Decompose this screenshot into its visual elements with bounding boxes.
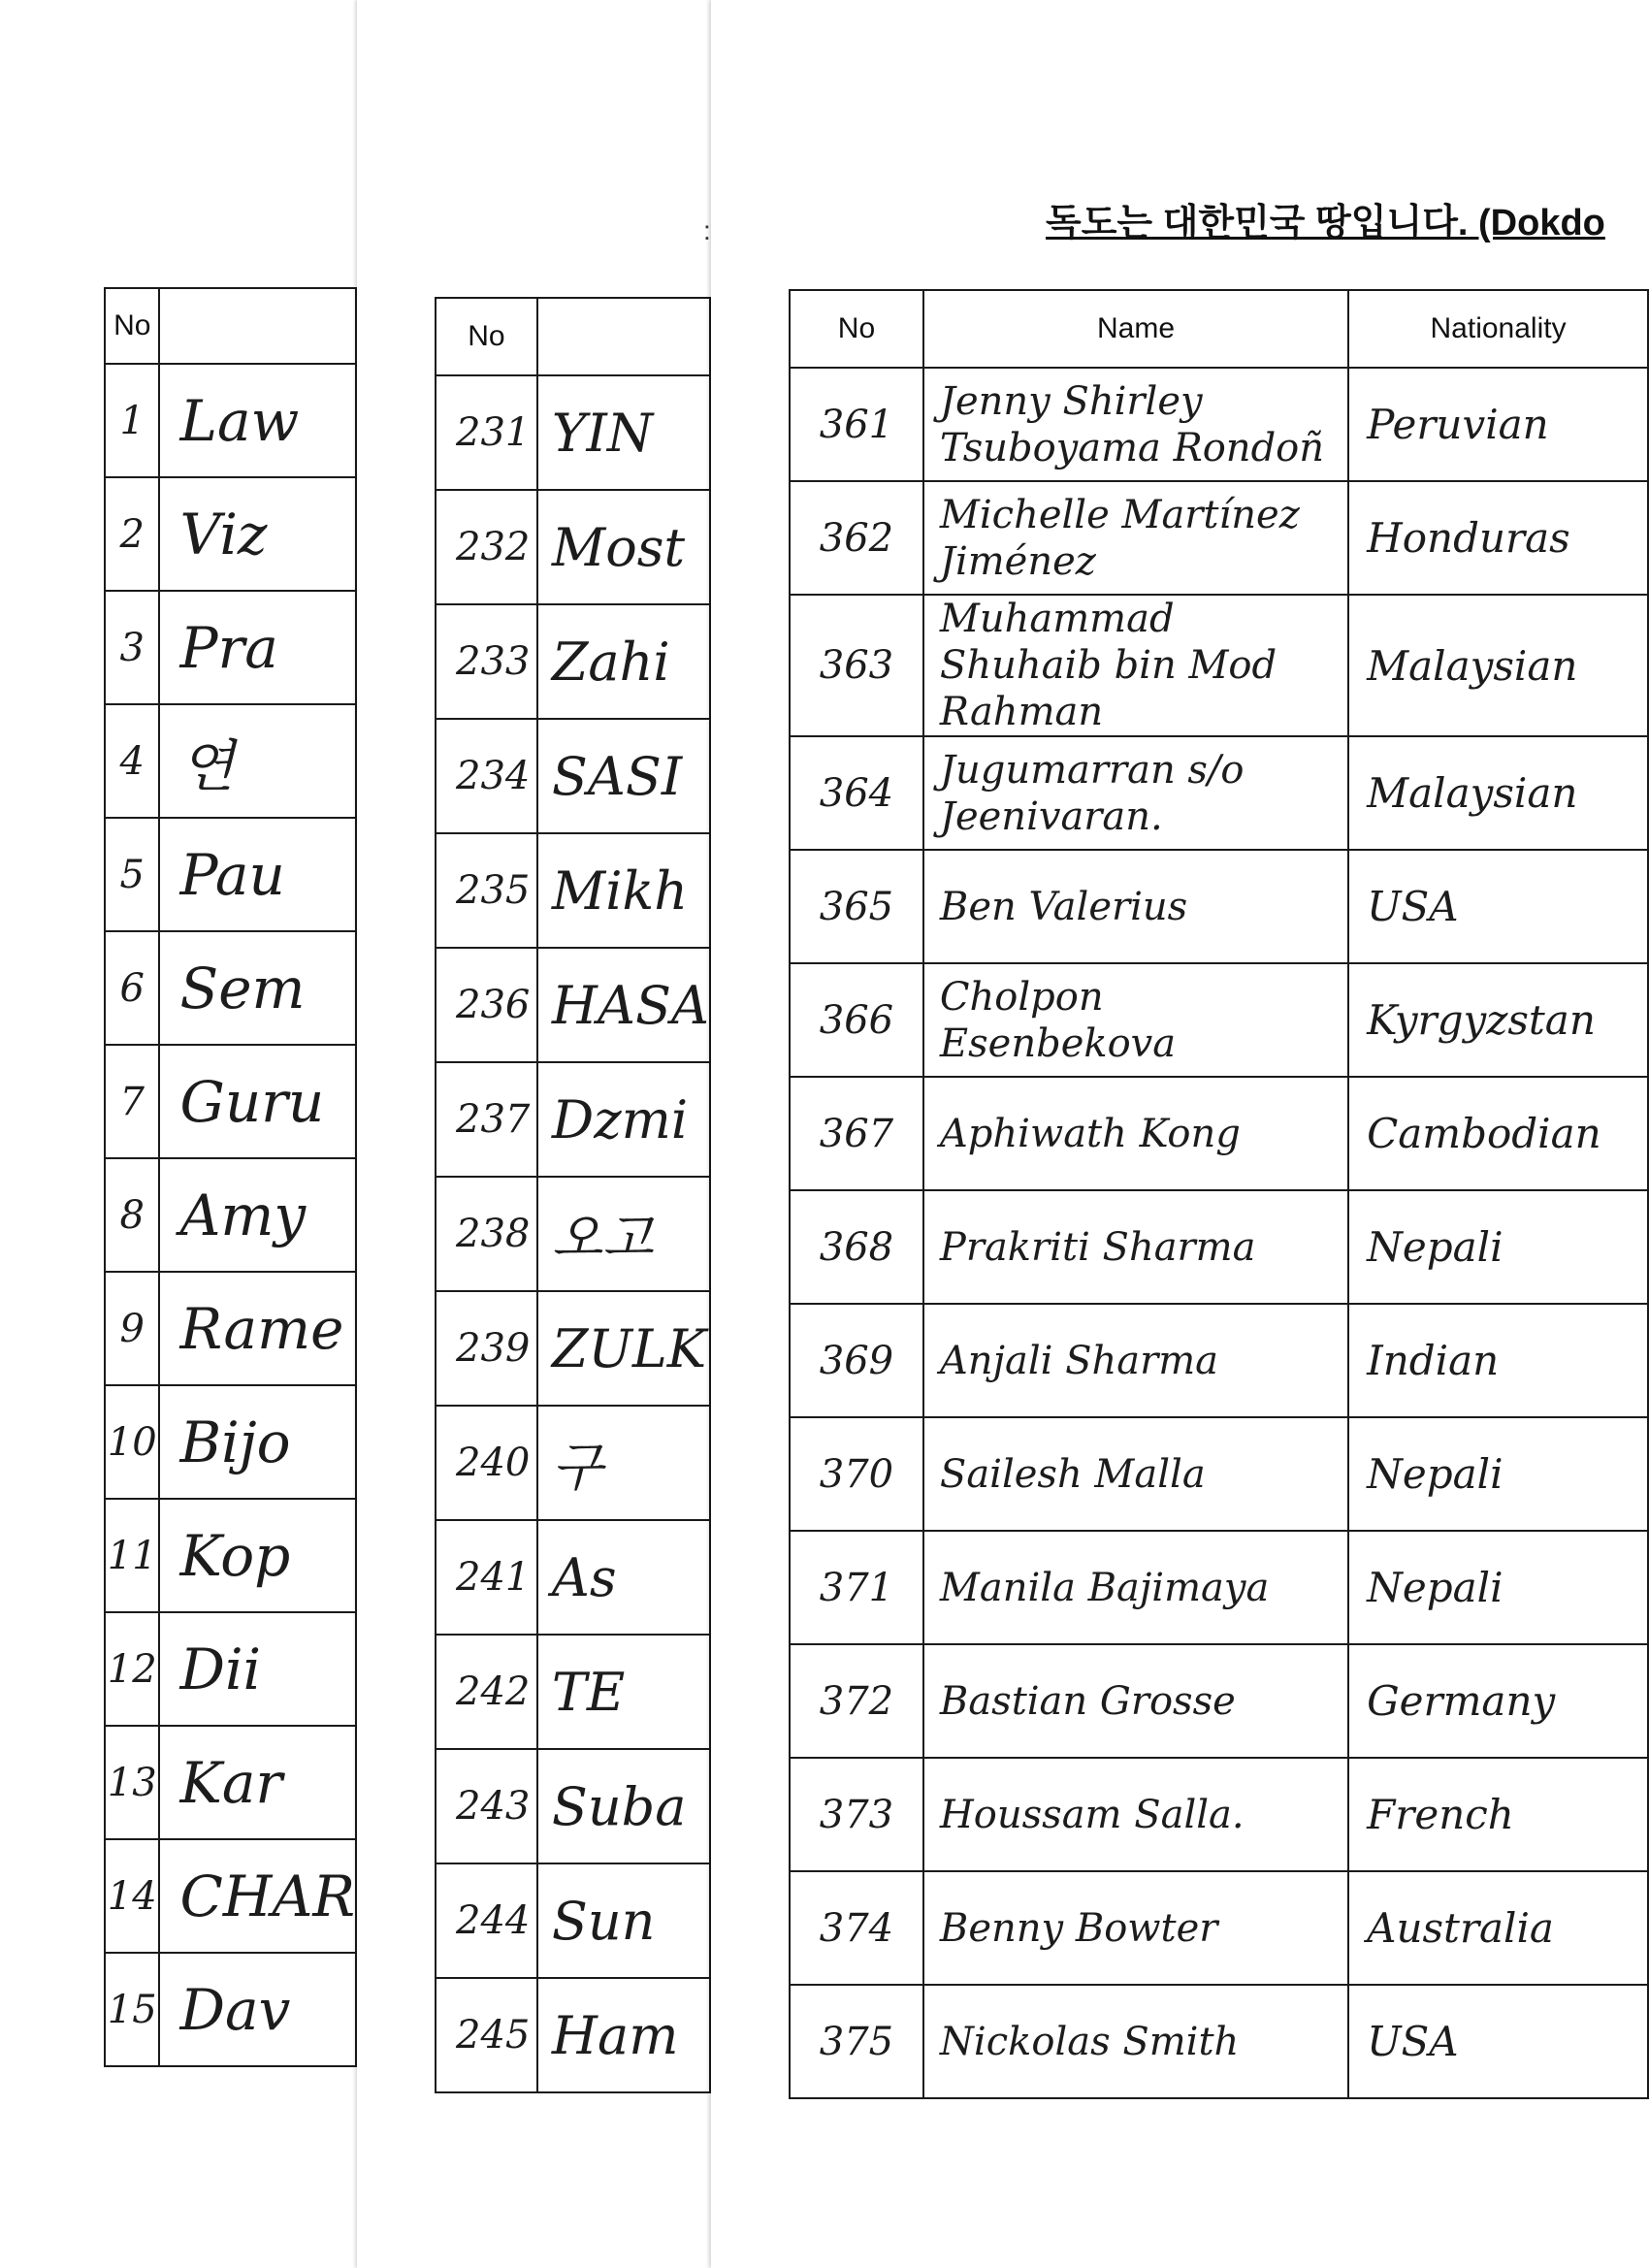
page-title: 독도는 대한민국 땅입니다. (Dokdo [1046, 203, 1605, 243]
table-row [436, 1177, 710, 1291]
handwritten-name: Aphiwath Kong [923, 1077, 1348, 1190]
table-row [436, 833, 710, 948]
handwritten-name: Ham [537, 1978, 710, 2092]
row-number: 362 [790, 481, 923, 595]
handwritten-name: YIN [537, 375, 710, 490]
row-number: 4 [105, 704, 159, 818]
handwritten-name: Nickolas Smith [923, 1985, 1348, 2098]
handwritten-name: As [537, 1520, 710, 1635]
signature-table-left [104, 287, 357, 2067]
handwritten-name: Sailesh Malla [923, 1417, 1348, 1531]
row-number: 365 [790, 850, 923, 963]
stray-mark: : [703, 215, 711, 245]
row-number: 375 [790, 1985, 923, 2098]
handwritten-nationality: Australia [1348, 1871, 1648, 1985]
header-name-cropped [537, 298, 710, 375]
table-row [790, 595, 1648, 736]
table-row [436, 490, 710, 604]
row-number: 2 [105, 477, 159, 591]
handwritten-name: Sem [159, 931, 356, 1045]
handwritten-name: Pau [159, 818, 356, 931]
handwritten-name: Benny Bowter [923, 1871, 1348, 1985]
table-row [790, 1985, 1648, 2098]
handwritten-name: CHAR [159, 1839, 356, 1953]
handwritten-name: Manila Bajimaya [923, 1531, 1348, 1644]
header-name-cropped [159, 288, 356, 364]
handwritten-name: Prakriti Sharma [923, 1190, 1348, 1304]
handwritten-name: Jugumarran s/o Jeenivaran. [923, 736, 1348, 850]
handwritten-name: SASI [537, 719, 710, 833]
table-row [105, 931, 356, 1045]
handwritten-name: Jenny Shirley Tsuboyama Rondoñ [923, 368, 1348, 481]
table-row [436, 1635, 710, 1749]
table-row [436, 1062, 710, 1177]
table-row [436, 948, 710, 1062]
handwritten-name: Anjali Sharma [923, 1304, 1348, 1417]
row-number: 233 [436, 604, 537, 719]
handwritten-name: Viz [159, 477, 356, 591]
row-number: 6 [105, 931, 159, 1045]
handwritten-nationality: Nepali [1348, 1190, 1648, 1304]
table-row [436, 1406, 710, 1520]
row-number: 245 [436, 1978, 537, 2092]
row-number: 361 [790, 368, 923, 481]
row-number: 11 [105, 1499, 159, 1612]
table-row [436, 1749, 710, 1863]
table-row [105, 1953, 356, 2066]
handwritten-name: TE [537, 1635, 710, 1749]
table-row [105, 477, 356, 591]
handwritten-name: Bijo [159, 1385, 356, 1499]
handwritten-nationality: Kyrgyzstan [1348, 963, 1648, 1077]
row-number: 12 [105, 1612, 159, 1726]
row-number: 231 [436, 375, 537, 490]
row-number: 236 [436, 948, 537, 1062]
header-name: Name [923, 290, 1348, 368]
handwritten-name: ZULK [537, 1291, 710, 1406]
signature-sheet-middle [357, 0, 711, 2268]
handwritten-name: Kop [159, 1499, 356, 1612]
handwritten-name: Guru [159, 1045, 356, 1158]
handwritten-name: Mikh [537, 833, 710, 948]
table-row [790, 963, 1648, 1077]
handwritten-name: Cholpon Esenbekova [923, 963, 1348, 1077]
handwritten-nationality: Malaysian [1348, 736, 1648, 850]
table-row [790, 1077, 1648, 1190]
handwritten-nationality: USA [1348, 1985, 1648, 2098]
table-row [105, 1726, 356, 1839]
row-number: 370 [790, 1417, 923, 1531]
handwritten-name: 연 [159, 704, 356, 818]
header-nationality: Nationality [1348, 290, 1648, 368]
handwritten-name: Pra [159, 591, 356, 704]
handwritten-name: HASA [537, 948, 710, 1062]
header-row [436, 298, 710, 375]
header-no: No [105, 288, 159, 364]
handwritten-name: 구 [537, 1406, 710, 1520]
header-row [790, 290, 1648, 368]
handwritten-name: Law [159, 364, 356, 477]
table-row [436, 1978, 710, 2092]
table-row [105, 1499, 356, 1612]
handwritten-name: Sun [537, 1863, 710, 1978]
table-row [105, 1272, 356, 1385]
table-row [790, 1190, 1648, 1304]
row-number: 243 [436, 1749, 537, 1863]
table-row [790, 1417, 1648, 1531]
table-row [790, 736, 1648, 850]
row-number: 372 [790, 1644, 923, 1758]
header-no: No [790, 290, 923, 368]
table-row [790, 1758, 1648, 1871]
handwritten-name: Bastian Grosse [923, 1644, 1348, 1758]
table-row [790, 1531, 1648, 1644]
handwritten-name: Muhammad Shuhaib bin Mod Rahman [923, 595, 1348, 736]
handwritten-name: Michelle Martínez Jiménez [923, 481, 1348, 595]
handwritten-nationality: French [1348, 1758, 1648, 1871]
handwritten-name: Rame [159, 1272, 356, 1385]
row-number: 239 [436, 1291, 537, 1406]
row-number: 10 [105, 1385, 159, 1499]
table-row [105, 1612, 356, 1726]
header-row [105, 288, 356, 364]
row-number: 15 [105, 1953, 159, 2066]
handwritten-name: Most [537, 490, 710, 604]
row-number: 363 [790, 595, 923, 736]
handwritten-name: Dii [159, 1612, 356, 1726]
row-number: 13 [105, 1726, 159, 1839]
handwritten-name: Dav [159, 1953, 356, 2066]
handwritten-name: Dzmi [537, 1062, 710, 1177]
row-number: 8 [105, 1158, 159, 1272]
row-number: 238 [436, 1177, 537, 1291]
table-row [790, 1304, 1648, 1417]
table-row [436, 1520, 710, 1635]
table-row [790, 1871, 1648, 1985]
handwritten-nationality: Nepali [1348, 1417, 1648, 1531]
row-number: 234 [436, 719, 537, 833]
row-number: 3 [105, 591, 159, 704]
table-row [105, 591, 356, 704]
row-number: 364 [790, 736, 923, 850]
table-row [790, 850, 1648, 963]
signature-sheet-front [703, 0, 1649, 2268]
handwritten-nationality: Honduras [1348, 481, 1648, 595]
handwritten-nationality: Cambodian [1348, 1077, 1648, 1190]
handwritten-name: Kar [159, 1726, 356, 1839]
table-row [436, 1863, 710, 1978]
handwritten-nationality: USA [1348, 850, 1648, 963]
row-number: 374 [790, 1871, 923, 1985]
table-row [105, 704, 356, 818]
row-number: 366 [790, 963, 923, 1077]
table-row [790, 368, 1648, 481]
table-row [436, 719, 710, 833]
row-number: 371 [790, 1531, 923, 1644]
row-number: 232 [436, 490, 537, 604]
row-number: 14 [105, 1839, 159, 1953]
table-row [105, 1158, 356, 1272]
table-row [436, 604, 710, 719]
row-number: 244 [436, 1863, 537, 1978]
row-number: 241 [436, 1520, 537, 1635]
handwritten-nationality: Indian [1348, 1304, 1648, 1417]
header-no: No [436, 298, 537, 375]
handwritten-nationality: Germany [1348, 1644, 1648, 1758]
table-row [105, 1045, 356, 1158]
handwritten-name: Amy [159, 1158, 356, 1272]
row-number: 5 [105, 818, 159, 931]
row-number: 373 [790, 1758, 923, 1871]
handwritten-name: Zahi [537, 604, 710, 719]
handwritten-nationality: Malaysian [1348, 595, 1648, 736]
table-row [790, 1644, 1648, 1758]
table-row [105, 1385, 356, 1499]
signature-sheet-left [0, 0, 357, 2268]
handwritten-name: Suba [537, 1749, 710, 1863]
table-row [436, 1291, 710, 1406]
row-number: 7 [105, 1045, 159, 1158]
row-number: 235 [436, 833, 537, 948]
handwritten-nationality: Peruvian [1348, 368, 1648, 481]
row-number: 367 [790, 1077, 923, 1190]
table-row [105, 818, 356, 931]
table-row [436, 375, 710, 490]
row-number: 1 [105, 364, 159, 477]
signature-table-front [789, 289, 1649, 2099]
table-row [105, 364, 356, 477]
table-row [105, 1839, 356, 1953]
signature-table-middle [435, 297, 711, 2093]
row-number: 240 [436, 1406, 537, 1520]
table-row [790, 481, 1648, 595]
row-number: 242 [436, 1635, 537, 1749]
row-number: 368 [790, 1190, 923, 1304]
row-number: 237 [436, 1062, 537, 1177]
handwritten-nationality: Nepali [1348, 1531, 1648, 1644]
row-number: 369 [790, 1304, 923, 1417]
handwritten-name: Ben Valerius [923, 850, 1348, 963]
handwritten-name: 오고 [537, 1177, 710, 1291]
handwritten-name: Houssam Salla. [923, 1758, 1348, 1871]
row-number: 9 [105, 1272, 159, 1385]
